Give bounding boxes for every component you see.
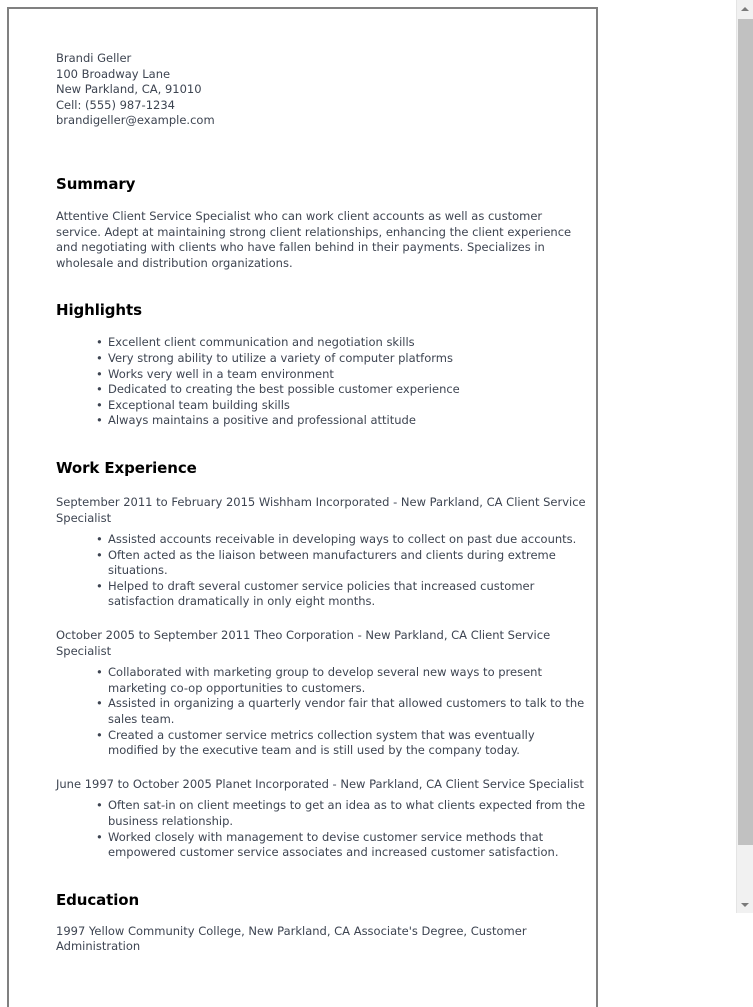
job-bullets	[56, 532, 586, 610]
list-item: • Collaborated with marketing group to develop several new ways to present marketing co-op opportunities to customers.	[96, 665, 586, 696]
list-item: • Created a customer service metrics collection system that was eventually modified by the executive team and is still used by the company today.	[96, 728, 586, 759]
contact-phone: Cell: (555) 987-1234	[56, 97, 175, 112]
list-item: • Helped to draft several customer service policies that increased customer satisfaction dramatically in only eight months.	[96, 579, 586, 610]
job-bullets	[56, 798, 586, 860]
list-item: • Very strong ability to utilize a variety of computer platforms	[96, 351, 586, 367]
job-entry	[56, 495, 586, 610]
scroll-up-arrow-icon	[741, 7, 749, 11]
scroll-up-button[interactable]	[737, 0, 753, 17]
section-summary	[56, 175, 586, 271]
job-heading: October 2005 to September 2011 Theo Corporation - New Parkland, CA Client Service Specialist	[56, 628, 551, 658]
contact-email: brandigeller@example.com	[56, 113, 215, 128]
list-item: • Exceptional team building skills	[96, 398, 586, 414]
highlights-list	[56, 335, 586, 429]
job-heading: June 1997 to October 2005 Planet Incorporated - New Parkland, CA Client Service Specialist	[56, 776, 584, 791]
list-item: • Always maintains a positive and professional attitude	[96, 413, 586, 429]
list-item: • Often acted as the liaison between manufacturers and clients during extreme situations.	[96, 548, 586, 579]
contact-header	[56, 51, 586, 129]
education-entry: 1997 Yellow Community College, New Parkland, CA Associate's Degree, Customer Administration	[56, 923, 527, 954]
scroll-down-button[interactable]	[737, 896, 753, 913]
list-item: • Often sat-in on client meetings to get an idea as to what clients expected from the business relationship.	[96, 798, 586, 829]
list-item: • Works very well in a team environment	[96, 367, 586, 383]
job-entry	[56, 628, 586, 759]
summary-text: Attentive Client Service Specialist who can work client accounts as well as customer service. Adept at maintaining strong client relationships, enhancing the client experience and negotiating with clients who have fallen behind in their payments. Specializes in wholesale and distribution organizations.	[56, 208, 572, 270]
contact-street-address: 100 Broadway Lane	[56, 66, 171, 81]
scrollbar-thumb[interactable]	[738, 19, 753, 845]
section-heading-work-experience: Work Experience	[56, 458, 197, 477]
scroll-down-arrow-icon	[741, 903, 749, 907]
list-item: • Assisted in organizing a quarterly vendor fair that allowed customers to talk to the sales team.	[96, 696, 586, 727]
job-bullets	[56, 665, 586, 759]
section-education	[56, 891, 586, 955]
section-heading-highlights: Highlights	[56, 301, 142, 320]
resume-content	[9, 9, 596, 955]
section-highlights	[56, 301, 586, 429]
candidate-name: Brandi Geller	[56, 51, 132, 65]
job-entry	[56, 777, 586, 861]
vertical-scrollbar[interactable]	[736, 0, 753, 913]
job-heading: September 2011 to February 2015 Wishham Incorporated - New Parkland, CA Client Service Specialist	[56, 494, 586, 525]
section-heading-summary: Summary	[56, 174, 136, 193]
list-item: • Dedicated to creating the best possible customer experience	[96, 382, 586, 398]
section-work-experience	[56, 459, 586, 861]
list-item: • Assisted accounts receivable in developing ways to collect on past due accounts.	[96, 532, 586, 548]
list-item: • Excellent client communication and negotiation skills	[96, 335, 586, 351]
resume-page	[7, 7, 598, 1007]
list-item: • Worked closely with management to devise customer service methods that empowered customer service associates and increased customer satisfaction.	[96, 830, 586, 861]
section-heading-education: Education	[56, 890, 140, 909]
contact-city-state-zip: New Parkland, CA, 91010	[56, 82, 202, 97]
